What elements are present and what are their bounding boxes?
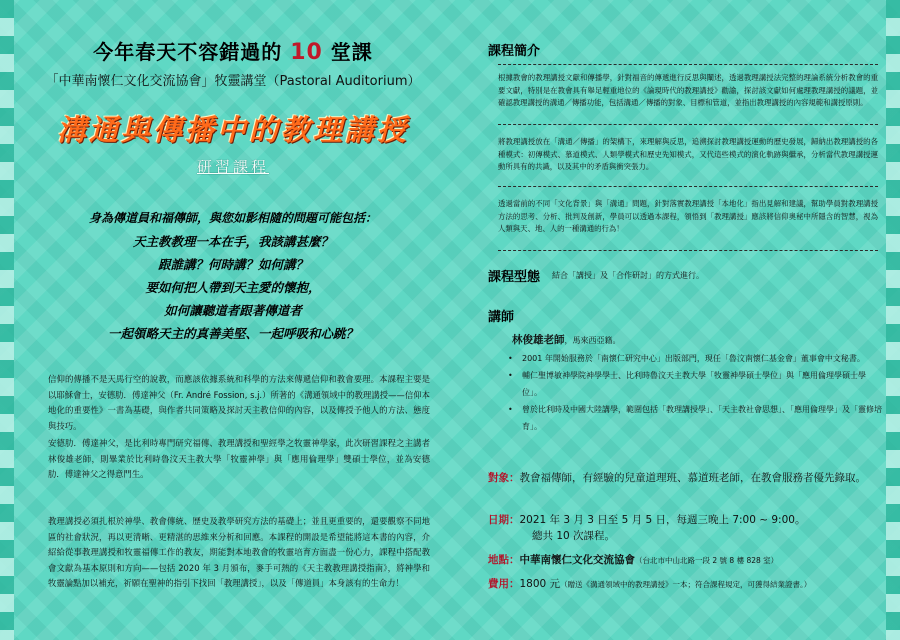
list-item: • 2001 年開始服務於「南懷仁研究中心」出版部門，現任「魯汶南懷仁基金會」董事會中文秘書。: [508, 350, 883, 367]
list-item: • 輔仁聖博敏神學院神學學士、比利時魯汶天主教大學「牧靈神學碩士學位」與「應用倫理學碩士學位」。: [508, 367, 883, 401]
fee-label: 費用：: [488, 578, 520, 590]
intro-text-1: 根據教會的教理講授文獻和傳播學，針對福音的傳遞進行反思與闡述，透過教理講授法完整的理論系統分析教會的重要文獻，特別是在教會具有舉足輕重地位的《論現時代的教理講授》勸諭，探討該文獻如何處理教理講授的議題，並確認教理講授的溝通／傳播功能，包括溝通／傳播的對象、目標和管道，並指出教理講授的內容規範和講授原則。: [498, 73, 878, 107]
teacher-name: [512, 332, 621, 347]
date-value: 2021 年 3 月 3 日至 5 月 5 日，每週三晚上 7:00 ~ 9:00。: [519, 514, 806, 526]
info-target: [488, 470, 888, 486]
poem-line: 一起領略天主的真善美堅、一起呼吸和心跳？: [107, 326, 358, 341]
info-fee: [488, 576, 888, 593]
headline-post: 堂課: [330, 40, 373, 64]
headline-pre: 今年春天不容錯過的: [93, 40, 283, 64]
course-subtitle: 研習課程: [196, 158, 269, 176]
session-count: 總共 10 次課程。: [532, 530, 616, 542]
bullet-icon: •: [508, 371, 513, 380]
bullet-icon: •: [508, 405, 513, 414]
poem-line: 要如何把人帶到天主愛的懷抱，: [145, 280, 321, 295]
list-item: • 曾於比利時及中國大陸講學，範圍包括「教理講授學」、「天主教社會思想」、「應用倫理學」及「靈修培育」。: [508, 401, 883, 435]
place-address: （台北市中山北路一段 2 號 8 樓 828 室）: [635, 556, 779, 565]
bullet-icon: •: [508, 354, 513, 363]
intro-paragraph-1: 信仰的傳播不是天馬行空的說教，而應該依據系統和科學的方法來傳遞信仰和教會要理。本課程主要是以耶穌會士，安德肋．傅達神父（Fr. André Fossion, s.j.）所著的《溝通領域中的教理講授——信仰本地化的重要性》一書為基礎，與作者共同策略及探討天主教信仰的內容，以及傳授予他人的方法、態度與技巧。: [48, 374, 430, 431]
divider: [498, 64, 878, 65]
course-title: 溝通與傳播中的教理講授: [56, 113, 409, 147]
section-title-teacher: 講師: [488, 310, 515, 325]
info-date: [488, 512, 888, 544]
target-value: 教會福傳師，有經驗的兒童道理班、慕道班老師，在教會服務者優先錄取。: [519, 472, 866, 484]
place-value: 中華南懷仁文化交流協會: [519, 554, 635, 566]
organizer-line: 「中華南懷仁文化交流協會」牧靈講堂（Pastoral Auditorium）: [45, 74, 421, 89]
divider: [498, 186, 878, 187]
poem-line: 天主教教理一本在手，我該講甚麼？: [132, 234, 333, 249]
decorative-right-strip: [886, 0, 900, 640]
right-column: [478, 0, 888, 640]
intro-text-2: 將教理講授放在「溝通／傳播」的架構下，來理解與反思，追溯探討教理講授運動的歷史發展，歸納出教理講授的各種模式：初傳模式、慕道模式、人類學模式和歷史先知模式，又代這些模式的演化軌跡與繼承，分析當代教理講授運動所具有的共識，以及其中的矛盾與衝突張力。: [498, 137, 878, 171]
fee-value: 1800 元: [519, 578, 561, 590]
teacher-nationality: ，馬來西亞籍。: [564, 336, 621, 345]
poem-line: 身為傳道員和福傳師，與您如影相隨的問題可能包括：: [88, 211, 377, 225]
place-label: 地點：: [488, 554, 520, 566]
poem-line: 跟誰講？何時講？如何講？: [157, 257, 308, 272]
poem-line: 如何讓聽道者跟著傳道者: [164, 303, 302, 318]
teacher-name-text: 林俊雄老師: [512, 334, 565, 346]
section-title-intro: 課程簡介: [488, 44, 541, 59]
divider: [498, 250, 878, 251]
info-place: [488, 552, 888, 569]
teacher-credentials: [508, 350, 883, 435]
headline: [18, 36, 448, 65]
question-poem: [28, 207, 438, 345]
decorative-left-strip: [0, 0, 14, 640]
intro-text-3: 透過當前的不同「文化背景」與「溝通」問題，針對落實教理講授「本地化」指出見解和建議，幫助學員對教理講授方法的思考、分析、批判及創新，學員可以透過本課程，領悟到「教理講授」應該將信仰奧秘中所隱含的智慧，視為人類與天、地、人的一種溝通的行為！: [498, 199, 878, 233]
intro-paragraph-3: 教理講授必須扎根於神學、教會傳統、歷史及教學研究方法的基礎上；並且更重要的，還要觀察不同地區的社會狀況，再以更清晰、更精湛的思維來分析和回應。本課程的開設是希望能將這本書的內容，介紹給從事教理講授和牧靈福傳工作的教友，期能對本地教會的牧靈培育方面盡一份心力，課程中搭配教會文獻為基本原則和方向——包括 2020 年 3 月頒布，麥手可熱的《天主教教理講授指南》，將神學和牧靈論點加以補充，祈願在聖神的指引下找回「教理講授」，以及「傳道員」本身該有的生命力！: [48, 516, 430, 588]
divider: [498, 124, 878, 125]
format-description: 結合「講授」及「合作研討」的方式進行。: [552, 271, 704, 280]
left-column: [18, 0, 448, 640]
section-title-format: 課程型態: [488, 270, 541, 285]
fee-note: （贈送《溝通領域中的教理講授》一本；符合課程規定，可獲得結業證書。）: [560, 580, 812, 589]
intro-paragraph-2: 安德肋．傅達神父，是比利時專門研究福傳、教理講授和聖經學之牧靈神學家，此次研習課程之主講者林俊雄老師，則畢業於比利時魯汶天主教大學「牧靈神學」與「應用倫理學」雙碩士學位，並為安德肋．傅達神父之得意門生。: [48, 438, 430, 479]
date-label: 日期：: [488, 514, 520, 526]
headline-number: 10: [290, 40, 323, 65]
target-label: 對象：: [488, 472, 520, 484]
